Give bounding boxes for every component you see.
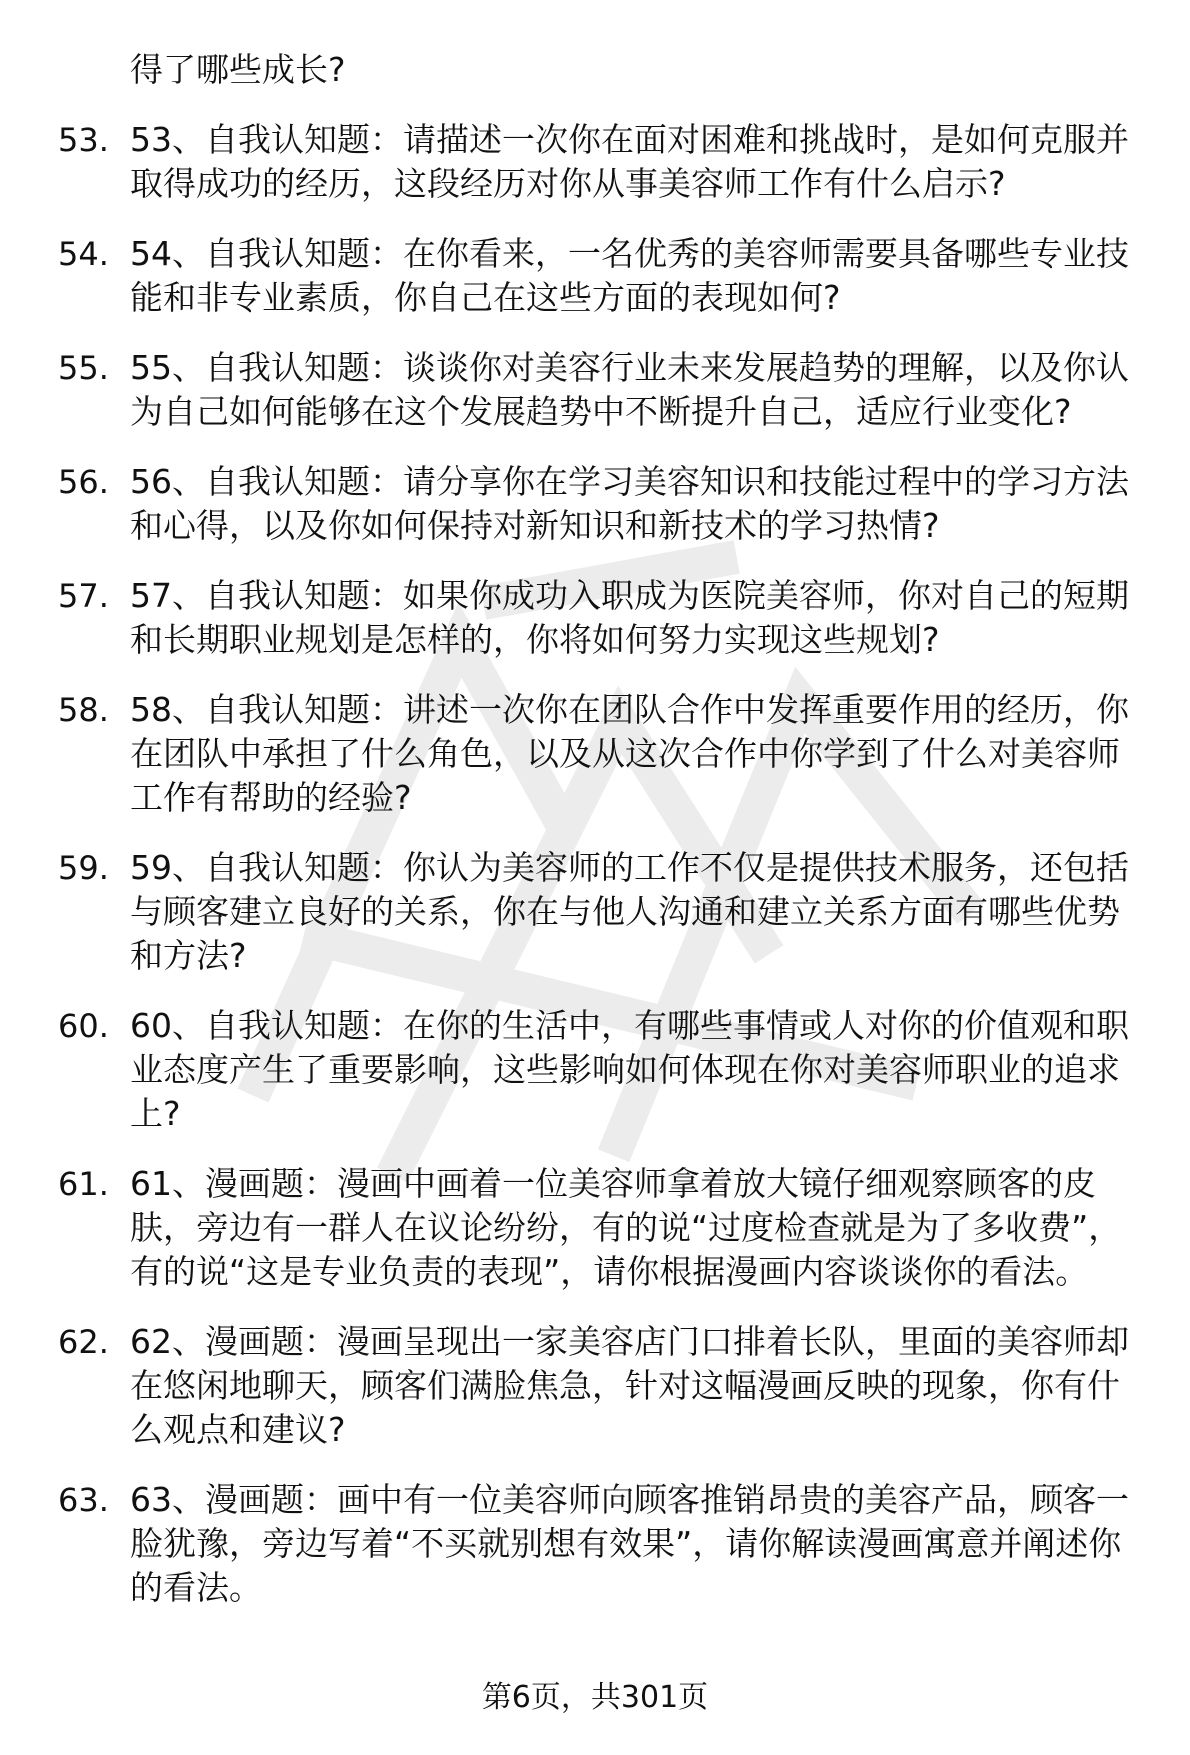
question-text: 59、自我认知题：你认为美容师的工作不仅是提供技术服务，还包括与顾客建立良好的关系，你在与他人沟通和建立关系方面有哪些优势和方法? xyxy=(130,848,1129,975)
list-item xyxy=(58,846,1150,978)
list-item xyxy=(58,1478,1150,1610)
question-text: 58、自我认知题：讲述一次你在团队合作中发挥重要作用的经历，你在团队中承担了什么角色，以及从这次合作中你学到了什么对美容师工作有帮助的经验? xyxy=(130,690,1129,817)
page-footer xyxy=(0,1678,1190,1718)
question-number: 58. xyxy=(58,691,109,729)
question-text: 57、自我认知题：如果你成功入职成为医院美容师，你对自己的短期和长期职业规划是怎样的，你将如何努力实现这些规划? xyxy=(130,576,1129,659)
list-item xyxy=(58,118,1150,206)
question-number: 57. xyxy=(58,577,109,615)
question-number: 56. xyxy=(58,463,109,501)
question-number: 55. xyxy=(58,349,109,387)
list-item xyxy=(58,1162,1150,1294)
question-text: 60、自我认知题：在你的生活中，有哪些事情或人对你的价值观和职业态度产生了重要影响，这些影响如何体现在你对美容师职业的追求上? xyxy=(130,1006,1129,1133)
question-number: 54. xyxy=(58,235,109,273)
list-item xyxy=(58,1320,1150,1452)
question-number: 59. xyxy=(58,849,109,887)
question-number: 62. xyxy=(58,1323,109,1361)
question-number: 61. xyxy=(58,1165,109,1203)
question-text: 63、漫画题：画中有一位美容师向顾客推销昂贵的美容产品，顾客一脸犹豫，旁边写着“不买就别想有效果”，请你解读漫画寓意并阐述你的看法。 xyxy=(130,1480,1129,1607)
question-text: 62、漫画题：漫画呈现出一家美容店门口排着长队，里面的美容师却在悠闲地聊天，顾客们满脸焦急，针对这幅漫画反映的现象，你有什么观点和建议? xyxy=(130,1322,1129,1449)
list-item xyxy=(58,232,1150,320)
question-list xyxy=(0,118,1190,1610)
page-number-label: 第6页，共301页 xyxy=(481,1680,709,1715)
question-number: 63. xyxy=(58,1481,109,1519)
list-item xyxy=(58,574,1150,662)
question-text: 56、自我认知题：请分享你在学习美容知识和技能过程中的学习方法和心得，以及你如何保持对新知识和新技术的学习热情? xyxy=(130,462,1129,545)
question-number: 60. xyxy=(58,1007,109,1045)
question-text: 61、漫画题：漫画中画着一位美容师拿着放大镜仔细观察顾客的皮肤，旁边有一群人在议论纷纷，有的说“过度检查就是为了多收费”，有的说“这是专业负责的表现”，请你根据漫画内容谈谈你的看法。 xyxy=(130,1164,1122,1291)
list-item xyxy=(58,346,1150,434)
list-item xyxy=(58,688,1150,820)
continuation-text: 得了哪些成长? xyxy=(130,50,346,89)
document-body xyxy=(0,48,1190,1636)
question-number: 53. xyxy=(58,121,109,159)
question-text: 54、自我认知题：在你看来，一名优秀的美容师需要具备哪些专业技能和非专业素质，你自己在这些方面的表现如何? xyxy=(130,234,1129,317)
question-text: 53、自我认知题：请描述一次你在面对困难和挑战时，是如何克服并取得成功的经历，这段经历对你从事美容师工作有什么启示? xyxy=(130,120,1129,203)
question-text: 55、自我认知题：谈谈你对美容行业未来发展趋势的理解，以及你认为自己如何能够在这个发展趋势中不断提升自己，适应行业变化? xyxy=(130,348,1129,431)
list-item xyxy=(58,1004,1150,1136)
list-item xyxy=(58,460,1150,548)
